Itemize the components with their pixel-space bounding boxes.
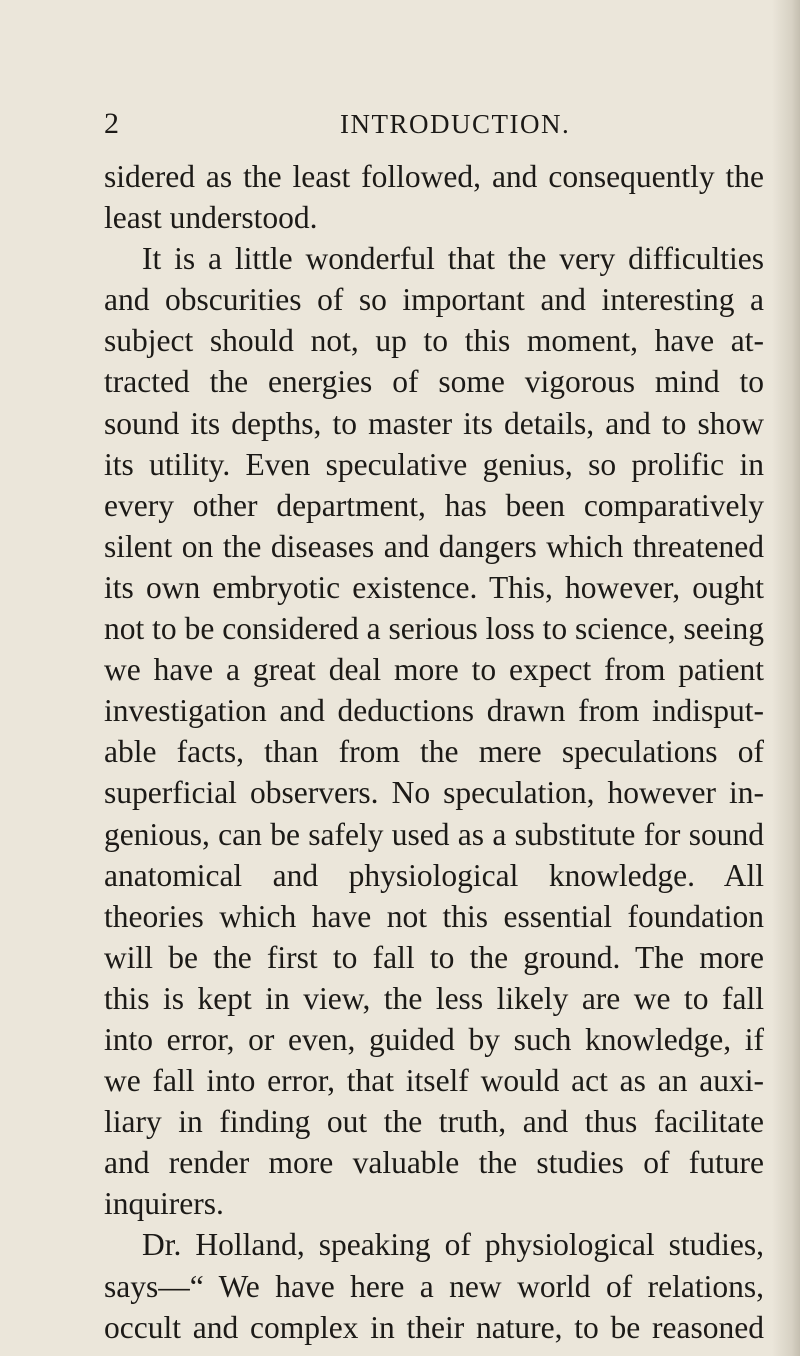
text-line: not to be considered a serious loss to science, seeing	[104, 611, 764, 647]
body-text	[104, 156, 764, 1348]
text-line: we fall into error, that itself would act as an auxi-	[104, 1063, 764, 1099]
running-head: INTRODUCTION.	[340, 109, 571, 139]
text-line: will be the first to fall to the ground. The more	[104, 939, 764, 975]
text-line: able facts, than from the mere speculations of	[104, 734, 764, 770]
text-line: sound its depths, to master its details, and to show	[104, 405, 764, 441]
text-line: genious, can be safely used as a substitute for sound	[104, 816, 764, 852]
text-line: its utility. Even speculative genius, so prolific in	[104, 446, 764, 482]
text-line: inquirers.	[104, 1186, 224, 1222]
text-line: least understood.	[104, 200, 318, 236]
text-line: sidered as the least followed, and consequently the	[104, 159, 764, 194]
text-line: It is a little wonderful that the very difficulties	[142, 241, 764, 277]
text-line: and render more valuable the studies of future	[104, 1145, 764, 1181]
text-line: tracted the energies of some vigorous mind to	[104, 364, 764, 400]
text-line: theories which have not this essential foundation	[104, 898, 764, 934]
text-line: Dr. Holland, speaking of physiological studies,	[142, 1227, 764, 1263]
text-line: subject should not, up to this moment, have at-	[104, 323, 764, 359]
text-line: every other department, has been comparatively	[104, 487, 764, 523]
text-line: this is kept in view, the less likely are we to fall	[104, 980, 764, 1016]
text-line: anatomical and physiological knowledge. All	[104, 857, 764, 893]
text-line: silent on the diseases and dangers which threatened	[104, 528, 764, 564]
text-line: into error, or even, guided by such knowledge, if	[104, 1021, 764, 1057]
text-line: says—“ We have here a new world of relations,	[104, 1268, 764, 1304]
text-line: occult and complex in their nature, to be reasoned	[104, 1309, 764, 1345]
page-number: 2	[104, 107, 119, 140]
page-edge-shadow	[772, 0, 800, 1356]
text-line: investigation and deductions drawn from indisput-	[104, 693, 764, 729]
page-header	[104, 104, 740, 144]
text-line: superficial observers. No speculation, however in-	[104, 775, 764, 811]
text-line: liary in finding out the truth, and thus facilitate	[104, 1104, 764, 1140]
text-line: we have a great deal more to expect from patient	[104, 652, 764, 688]
text-line: and obscurities of so important and interesting a	[104, 282, 764, 318]
text-line: its own embryotic existence. This, however, ought	[104, 569, 764, 605]
